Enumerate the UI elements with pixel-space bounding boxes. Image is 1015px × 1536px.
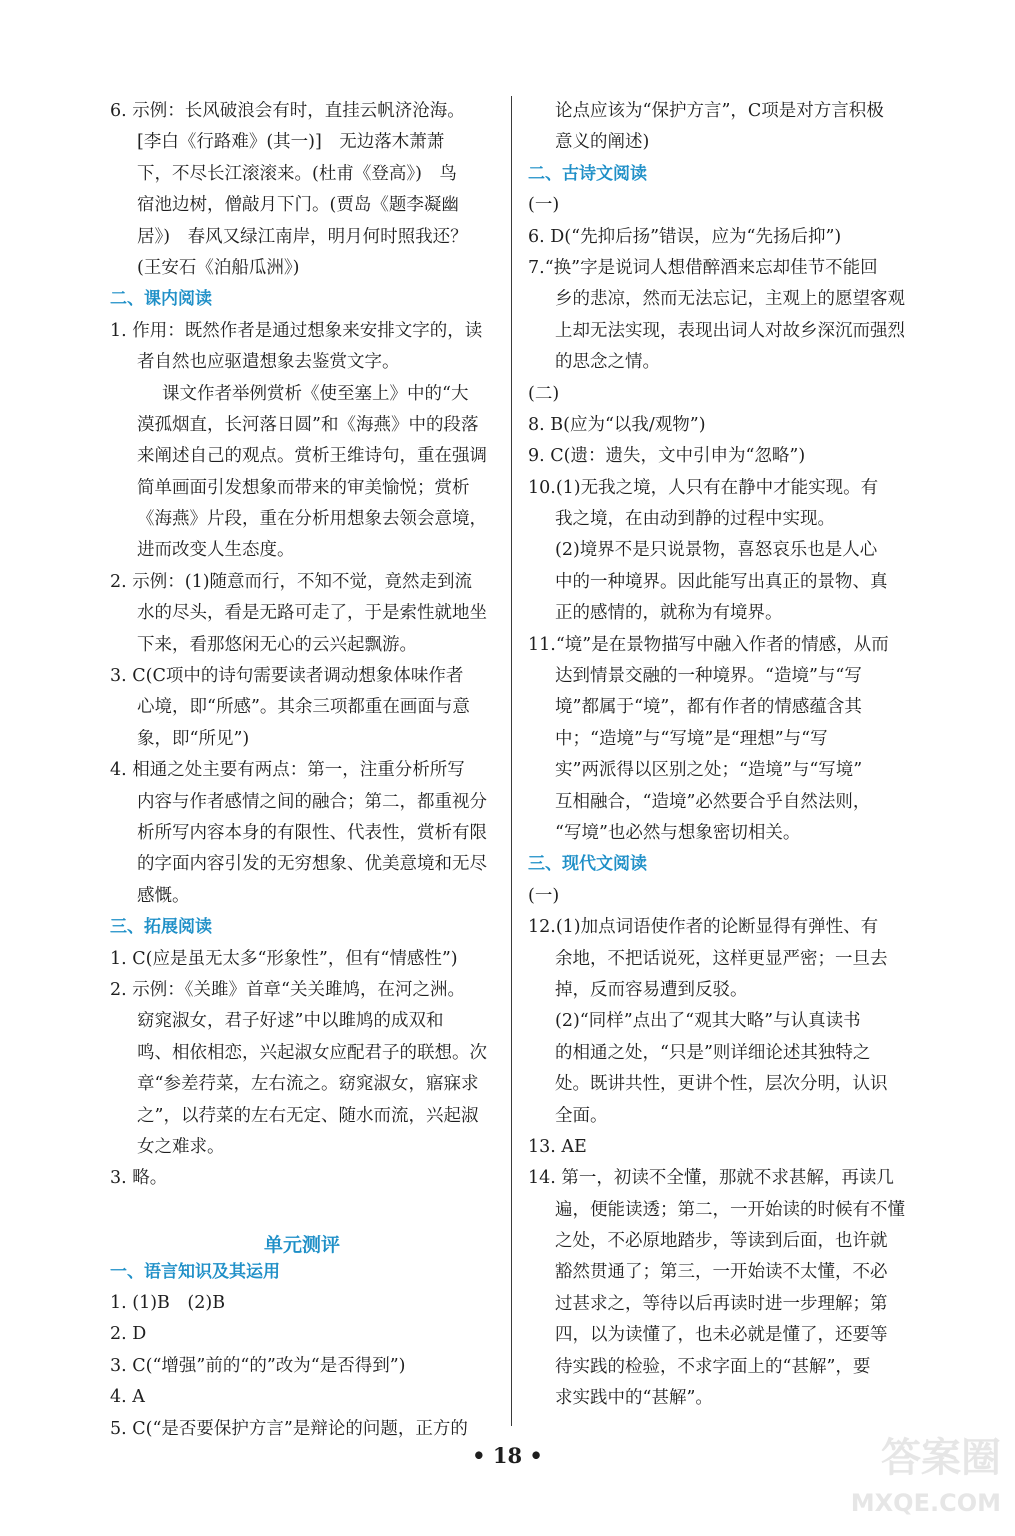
text-line: 4. 相通之处主要有两点：第一，注重分析所写 xyxy=(110,760,465,781)
watermark-logo xyxy=(801,1428,1001,1528)
text-line: 下来，看那悠闲无心的云兴起飘游。 xyxy=(137,634,417,655)
text-line: “写境”也必然与想象密切相关。 xyxy=(555,822,801,843)
section-heading: 三、拓展阅读 xyxy=(110,917,212,938)
text-line: (一) xyxy=(528,195,560,216)
column-divider xyxy=(511,96,512,1426)
right-column xyxy=(528,96,912,1414)
text-line: 中的一种境界。因此能写出真正的景物、真 xyxy=(555,571,888,592)
text-line: (2)“同样”点出了“观其大略”与认真读书 xyxy=(555,1011,861,1032)
text-line: 2. 示例：(1)随意而行，不知不觉，竟然走到流 xyxy=(110,571,473,592)
section-heading: 三、现代文阅读 xyxy=(528,854,647,875)
page-number: • 18 • xyxy=(472,1443,543,1468)
text-line: 正的感情的，就称为有境界。 xyxy=(555,603,783,624)
text-line: 宿池边树，僧敲月下门。(贾岛《题李凝幽 xyxy=(137,195,459,216)
text-line: 待实践的检验，不求字面上的“甚解”，要 xyxy=(555,1356,871,1377)
text-line: 2. 示例：《关雎》首章“关关雎鸠，在河之洲。 xyxy=(110,979,465,1000)
section-heading: 二、课内阅读 xyxy=(110,289,212,310)
text-line: 6. 示例：长风破浪会有时，直挂云帆济沧海。 xyxy=(110,101,465,121)
text-line: (二) xyxy=(528,383,560,404)
text-line: 心境，即“所感”。其余三项都重在画面与意 xyxy=(137,697,470,718)
text-line: 四，以为读懂了，也未必就是懂了，还要等 xyxy=(555,1325,888,1346)
text-line: 上却无法实现，表现出词人对故乡深沉而强烈 xyxy=(555,320,905,341)
text-line: 3. 略。 xyxy=(110,1168,168,1189)
text-line: 女之难求。 xyxy=(137,1136,225,1157)
text-line: 1. 作用：既然作者是通过想象来安排文字的，读 xyxy=(110,320,483,341)
text-line: [李白《行路难》(其一)] 无边落木萧萧 xyxy=(137,132,445,153)
text-line: 14. 第一，初读不全懂，那就不求甚解，再读几 xyxy=(528,1168,894,1189)
text-line: 4. A xyxy=(110,1387,145,1408)
text-line: 进而改变人生态度。 xyxy=(137,540,295,561)
text-line: 意义的阐述) xyxy=(555,132,650,153)
text-line: 余地，不把话说死，这样更显严密；一旦去 xyxy=(555,948,888,969)
left-column xyxy=(110,96,494,1445)
text-line: 互相融合，“造境”必然要合乎自然法则， xyxy=(555,791,871,812)
text-line: 析所写内容本身的有限性、代表性，赏析有限 xyxy=(137,822,487,843)
text-line: 来阐述自己的观点。赏析王维诗句，重在强调 xyxy=(137,446,487,467)
text-line: 豁然贯通了；第三，一开始读不太懂，不必 xyxy=(555,1262,888,1283)
text-line: 掉，反而容易遭到反驳。 xyxy=(555,979,748,1000)
text-line: 课文作者举例赏析《使至塞上》中的“大 xyxy=(162,383,469,404)
text-line: 8. B(应为“以我/观物”) xyxy=(528,414,706,435)
text-line: 的相通之处，“只是”则详细论述其独特之 xyxy=(555,1042,871,1063)
text-line: 论点应该为“保护方言”，C项是对方言积极 xyxy=(555,101,884,121)
text-line: (2)境界不是只说景物，喜怒哀乐也是人心 xyxy=(555,540,878,561)
text-line: 全面。 xyxy=(555,1105,608,1126)
text-line: 简单画面引发想象而带来的审美愉悦；赏析 xyxy=(137,477,470,498)
text-line: 11.“境”是在景物描写中融入作者的情感，从而 xyxy=(528,634,889,655)
text-line: 实”两派得以区别之处；“造境”与“写境” xyxy=(555,760,863,781)
text-line: (王安石《泊船瓜洲》) xyxy=(137,257,300,278)
text-line: 鸣、相依相恋，兴起淑女应配君子的联想。次 xyxy=(137,1042,487,1063)
text-line: 9. C(遗：遗失，文中引申为“忽略”) xyxy=(528,446,806,467)
text-line: 1. (1)B (2)B xyxy=(110,1293,226,1314)
text-line: 章“参差荇菜，左右流之。窈窕淑女，寤寐求 xyxy=(137,1074,479,1095)
text-line: 3. C(C项中的诗句需要读者调动想象体味作者 xyxy=(110,666,464,687)
text-line: 乡的悲凉，然而无法忘记，主观上的愿望客观 xyxy=(555,289,905,310)
text-line: 1. C(应是虽无太多“形象性”，但有“情感性”) xyxy=(110,948,458,969)
text-line: 求实践中的“甚解”。 xyxy=(555,1388,713,1409)
text-line: 之处，不必原地踏步，等读到后面，也许就 xyxy=(555,1231,888,1252)
spacer xyxy=(110,1195,494,1219)
text-line: 过甚求之，等待以后再读时进一步理解；第 xyxy=(555,1293,888,1314)
text-line: 感慨。 xyxy=(137,885,190,906)
text-line: 《海燕》片段，重在分析用想象去领会意境， xyxy=(137,509,487,530)
text-line: 2. D xyxy=(110,1324,147,1345)
watermark-title: 答案圈 xyxy=(881,1435,1001,1481)
text-line: 6. D(“先抑后扬”错误，应为“先扬后抑”) xyxy=(528,226,842,247)
text-line: 水的尽头，看是无路可走了，于是索性就地坐 xyxy=(137,603,487,624)
text-line: 10.(1)无我之境，人只有在静中才能实现。有 xyxy=(528,477,879,498)
section-heading: 一、语言知识及其运用 xyxy=(110,1261,280,1282)
text-line: 居》) 春风又绿江南岸，明月何时照我还？ xyxy=(137,226,468,247)
text-line: (一) xyxy=(528,885,560,906)
text-line: 者自然也应驱遣想象去鉴赏文字。 xyxy=(137,352,400,373)
text-line: 象，即“所见”) xyxy=(137,728,250,749)
text-line: 处。既讲共性，更讲个性，层次分明，认识 xyxy=(555,1074,888,1095)
text-line: 下，不尽长江滚滚来。(杜甫《登高》) 鸟 xyxy=(137,163,457,184)
text-line: 的思念之情。 xyxy=(555,352,660,373)
text-line: 之”，以荇菜的左右无定、随水而流，兴起淑 xyxy=(137,1105,479,1126)
text-line: 遍，便能读透；第二，一开始读的时候有不懂 xyxy=(555,1199,905,1220)
watermark-url: MXQE.COM xyxy=(850,1489,1001,1517)
text-line: 达到情景交融的一种境界。“造境”与“写 xyxy=(555,666,862,687)
text-line: 12.(1)加点词语使作者的论断显得有弹性、有 xyxy=(528,917,879,938)
text-line: 我之境，在由动到静的过程中实现。 xyxy=(555,509,835,530)
text-line: 中；“造境”与“写境”是“理想”与“写 xyxy=(555,728,828,749)
text-line: 窈窕淑女，君子好逑”中以雎鸠的成双和 xyxy=(137,1011,444,1032)
text-line: 13. AE xyxy=(528,1136,587,1157)
text-line: 的字面内容引发的无穷想象、优美意境和无尽 xyxy=(137,854,487,875)
text-line: 5. C(“是否要保护方言”是辩论的问题，正方的 xyxy=(110,1418,468,1439)
text-line: 内容与作者感情之间的融合；第二，都重视分 xyxy=(137,791,487,812)
text-line: 境”都属于“境”，都有作者的情感蕴含其 xyxy=(555,697,862,718)
section-heading: 二、古诗文阅读 xyxy=(528,163,647,184)
text-line: 漠孤烟直，长河落日圆”和《海燕》中的段落 xyxy=(137,414,479,435)
unit-heading: 单元测评 xyxy=(263,1233,340,1256)
text-line: 7.“换”字是说词人想借醉酒来忘却佳节不能回 xyxy=(528,257,878,278)
text-line: 3. C(“增强”前的“的”改为“是否得到”) xyxy=(110,1355,406,1376)
